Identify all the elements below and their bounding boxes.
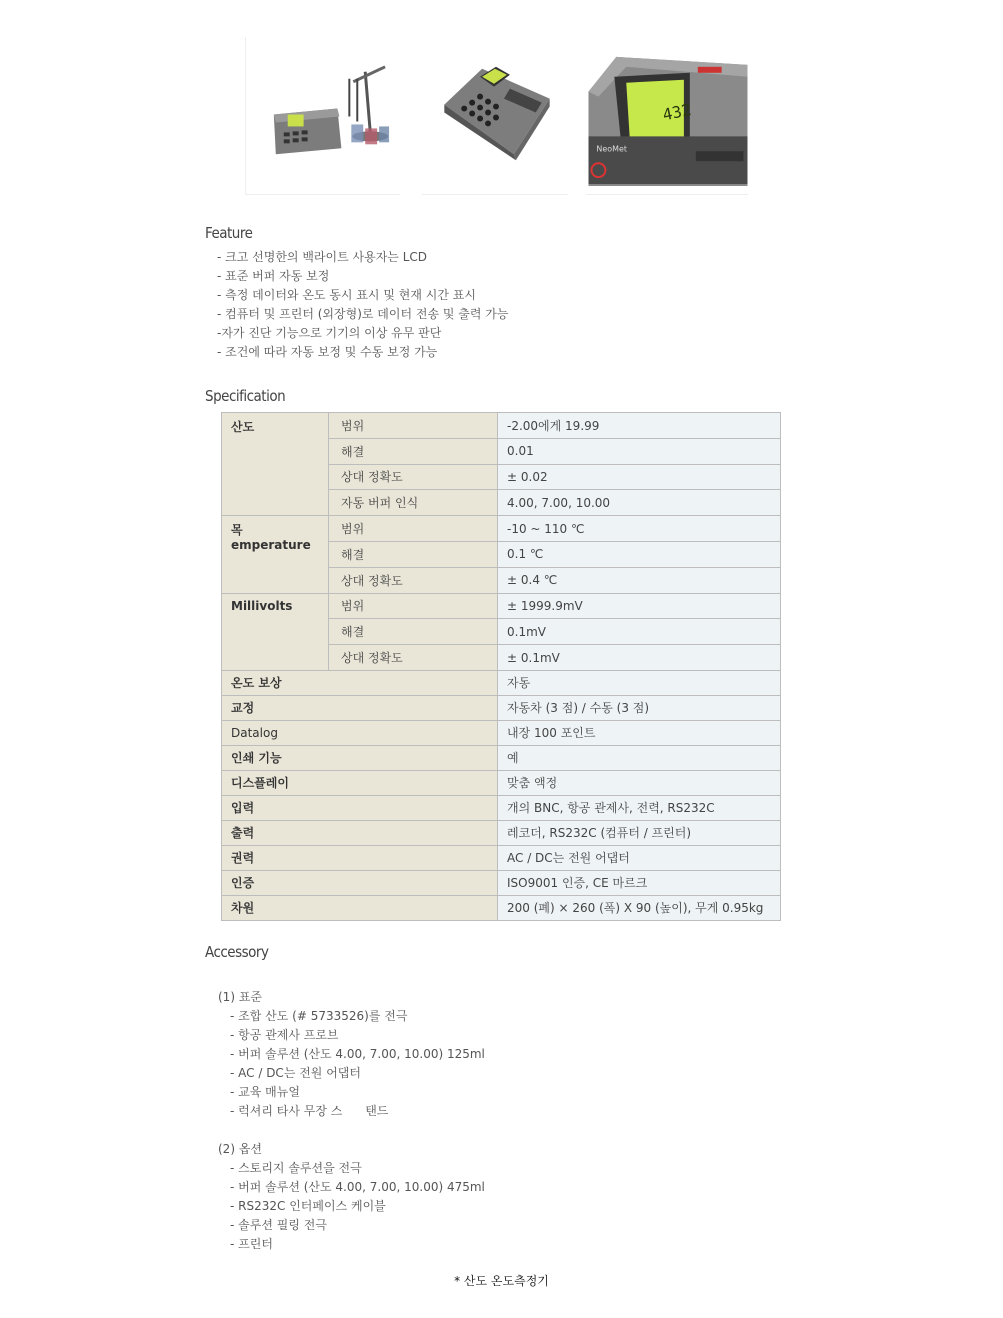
spec-category-temperature: 목 emperature bbox=[222, 516, 329, 593]
list-item: - 솔루션 필링 전극 bbox=[230, 1218, 327, 1232]
product-photo-with-stand bbox=[245, 37, 400, 195]
spec-sub-label: 해결 bbox=[329, 619, 498, 645]
table-row bbox=[222, 720, 781, 745]
feature-item: - 크고 선명한의 백라이트 사용자는 LCD bbox=[217, 250, 427, 264]
spec-sub-label: 해결 bbox=[329, 438, 498, 464]
svg-text:NeoMet: NeoMet bbox=[596, 144, 627, 154]
spec-value: ± 0.4 ℃ bbox=[498, 567, 781, 593]
spec-value: ± 1999.9mV bbox=[498, 593, 781, 619]
accessory-standard-title: (1) 표준 bbox=[218, 990, 262, 1004]
list-item: - 럭셔리 타사 무장 스 탠드 bbox=[230, 1104, 389, 1118]
table-row bbox=[222, 870, 781, 895]
spec-label: 입력 bbox=[222, 795, 498, 820]
list-item: - 스토리지 솔루션을 전극 bbox=[230, 1161, 362, 1175]
spec-sub-label: 상대 정확도 bbox=[329, 464, 498, 490]
table-row bbox=[222, 895, 781, 920]
spec-sub-label: 상대 정확도 bbox=[329, 567, 498, 593]
spec-value: -10 ~ 110 ℃ bbox=[498, 516, 781, 542]
spec-category-ph: 산도 bbox=[222, 413, 329, 516]
table-row bbox=[222, 770, 781, 795]
feature-item: - 컴퓨터 및 프린터 (외장형)로 데이터 전송 및 출력 가능 bbox=[217, 307, 509, 321]
spec-value: 내장 100 포인트 bbox=[498, 720, 781, 745]
spec-sub-label: 범위 bbox=[329, 516, 498, 542]
list-item: - 교육 매뉴얼 bbox=[230, 1085, 300, 1099]
product-caption: * 산도 온도측정기 bbox=[454, 1274, 549, 1288]
spec-value: 예 bbox=[498, 745, 781, 770]
spec-label: Datalog bbox=[222, 720, 498, 745]
accessory-option-title: (2) 옵션 bbox=[218, 1142, 262, 1156]
list-item: - 프린터 bbox=[230, 1237, 273, 1251]
accessory-option-list bbox=[218, 1140, 485, 1254]
spec-value: -2.00에게 19.99 bbox=[498, 413, 781, 439]
spec-category-millivolts: Millivolts bbox=[222, 593, 329, 670]
accessory-standard-list bbox=[218, 988, 485, 1121]
feature-title: Feature bbox=[205, 224, 253, 242]
list-item: - 조합 산도 (# 5733526)를 전극 bbox=[230, 1009, 408, 1023]
svg-text:432: 432 bbox=[660, 99, 693, 125]
table-row bbox=[222, 845, 781, 870]
spec-label: 인쇄 기능 bbox=[222, 745, 498, 770]
spec-value: 0.01 bbox=[498, 438, 781, 464]
product-photo-meter bbox=[422, 37, 568, 195]
spec-sub-label: 상대 정확도 bbox=[329, 645, 498, 671]
spec-sub-label: 범위 bbox=[329, 413, 498, 439]
spec-sub-label: 범위 bbox=[329, 593, 498, 619]
spec-label: 디스플레이 bbox=[222, 770, 498, 795]
meter-with-electrode-stand-image bbox=[246, 37, 400, 194]
spec-value: 자동 bbox=[498, 670, 781, 695]
list-item: - 버퍼 솔루션 (산도 4.00, 7.00, 10.00) 125ml bbox=[230, 1047, 485, 1061]
table-row bbox=[222, 820, 781, 845]
feature-item: - 조건에 따라 자동 보정 및 수동 보정 가능 bbox=[217, 345, 438, 359]
spec-label: 교정 bbox=[222, 695, 498, 720]
spec-value: ± 0.02 bbox=[498, 464, 781, 490]
specification-table bbox=[221, 412, 781, 921]
feature-item: - 표준 버퍼 자동 보정 bbox=[217, 269, 330, 283]
spec-value: 개의 BNC, 항공 관제사, 전력, RS232C bbox=[498, 795, 781, 820]
spec-label: 출력 bbox=[222, 820, 498, 845]
list-item: - 버퍼 솔루션 (산도 4.00, 7.00, 10.00) 475ml bbox=[230, 1180, 485, 1194]
spec-value: ± 0.1mV bbox=[498, 645, 781, 671]
spec-value: 맞춤 액정 bbox=[498, 770, 781, 795]
spec-label: 권력 bbox=[222, 845, 498, 870]
display-closeup-image bbox=[586, 37, 748, 194]
spec-value: 레코더, RS232C (컴퓨터 / 프린터) bbox=[498, 820, 781, 845]
spec-sub-label: 해결 bbox=[329, 541, 498, 567]
list-item: - AC / DC는 전원 어댑터 bbox=[230, 1066, 361, 1080]
table-row bbox=[222, 413, 781, 439]
feature-item: -자가 진단 기능으로 기기의 이상 유무 판단 bbox=[217, 326, 442, 340]
spec-value: 0.1mV bbox=[498, 619, 781, 645]
meter-image bbox=[422, 37, 568, 194]
table-row bbox=[222, 695, 781, 720]
spec-value: 4.00, 7.00, 10.00 bbox=[498, 490, 781, 516]
spec-value: ISO9001 인증, CE 마르크 bbox=[498, 870, 781, 895]
list-item: - RS232C 인터페이스 케이블 bbox=[230, 1199, 386, 1213]
table-row bbox=[222, 745, 781, 770]
feature-item: - 측정 데이터와 온도 동시 표시 및 현재 시간 표시 bbox=[217, 288, 476, 302]
spec-value: 자동차 (3 점) / 수동 (3 점) bbox=[498, 695, 781, 720]
table-row bbox=[222, 670, 781, 695]
accessory-title: Accessory bbox=[205, 943, 269, 961]
spec-value: AC / DC는 전원 어댑터 bbox=[498, 845, 781, 870]
product-photo-closeup bbox=[586, 37, 748, 195]
spec-sub-label: 자동 버퍼 인식 bbox=[329, 490, 498, 516]
spec-value: 200 (폐) × 260 (폭) X 90 (높이), 무게 0.95kg bbox=[498, 895, 781, 920]
spec-label: 차원 bbox=[222, 895, 498, 920]
spec-value: 0.1 ℃ bbox=[498, 541, 781, 567]
spec-label: 인증 bbox=[222, 870, 498, 895]
feature-list bbox=[217, 248, 508, 362]
table-row bbox=[222, 516, 781, 542]
list-item: - 항공 관제사 프로브 bbox=[230, 1028, 339, 1042]
spec-label: 온도 보상 bbox=[222, 670, 498, 695]
table-row bbox=[222, 593, 781, 619]
specification-title: Specification bbox=[205, 387, 286, 405]
table-row bbox=[222, 795, 781, 820]
